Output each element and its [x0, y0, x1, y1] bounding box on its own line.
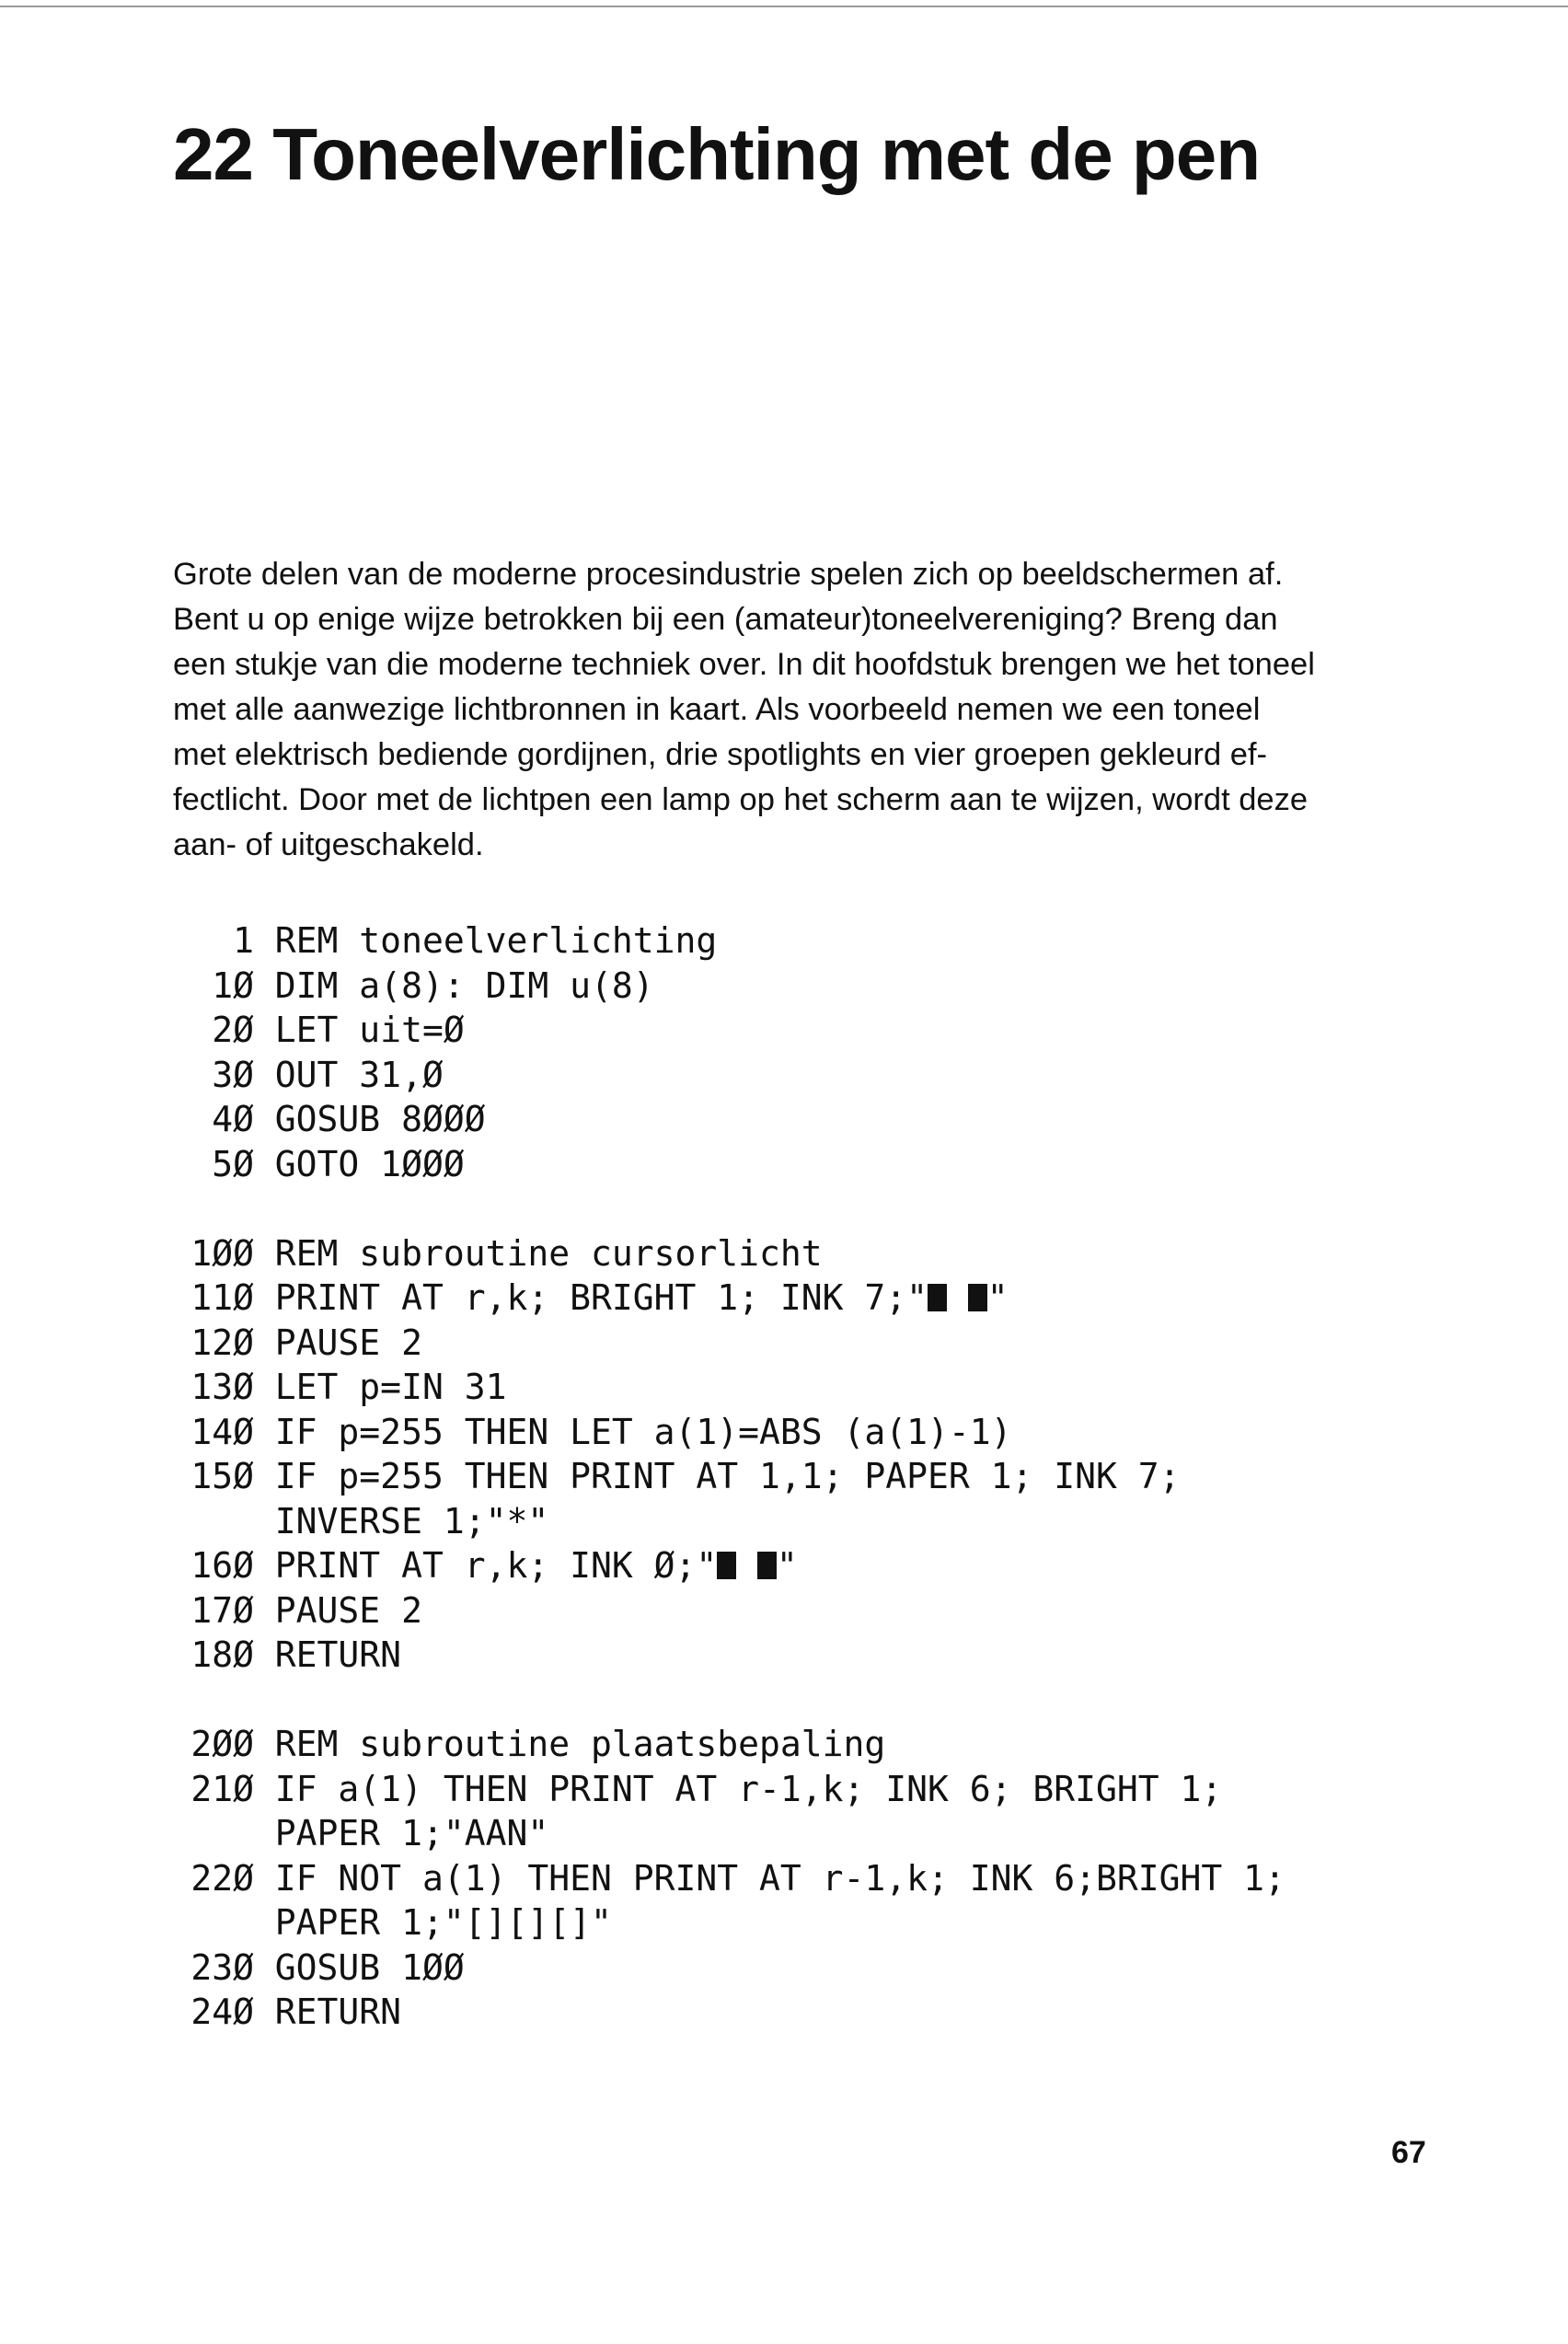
- intro-line: Bent u op enige wijze betrokken bij een (amateur)toneelvereniging? Breng dan: [173, 602, 1278, 637]
- code-continuation-line: [166, 1499, 1286, 1544]
- line-number: 2Ø: [212, 1010, 254, 1050]
- intro-line: fectlicht. Door met de lichtpen een lamp op het scherm aan te wijzen, wordt deze: [173, 782, 1309, 817]
- line-number: 12Ø: [190, 1322, 254, 1363]
- line-number: 1ØØ: [190, 1232, 254, 1274]
- line-number: 18Ø: [190, 1634, 254, 1675]
- code-text: IF a(1) THEN PRINT AT r-1,k; INK 6; BRIGHT 1;: [274, 1768, 1223, 1809]
- line-number: 16Ø: [190, 1545, 254, 1586]
- code-line: [166, 1142, 1286, 1187]
- line-number: 4Ø: [212, 1099, 254, 1139]
- code-text: GOTO 1ØØØ: [274, 1143, 465, 1184]
- code-line: [166, 1008, 1286, 1053]
- code-text: INVERSE 1;"*": [274, 1500, 549, 1541]
- code-text: LET uit=Ø: [274, 1010, 465, 1050]
- chapter-title: 22 Toneelverlichting met de pen: [173, 113, 1261, 195]
- code-text: RETURN: [274, 1634, 402, 1675]
- code-line: [166, 1321, 1286, 1366]
- line-number: 3Ø: [212, 1054, 254, 1095]
- code-line: [166, 1454, 1286, 1499]
- code-continuation-line: [166, 1811, 1286, 1856]
- intro-line: met alle aanwezige lichtbronnen in kaart. Als voorbeeld nemen we een toneel: [173, 692, 1261, 727]
- intro-paragraph: [173, 552, 1443, 868]
- code-line: [166, 1722, 1286, 1767]
- code-text: PAPER 1;"[][][]": [274, 1902, 612, 1943]
- code-line: [166, 1856, 1286, 1901]
- code-line: [166, 964, 1286, 1009]
- code-text: PAUSE 2: [274, 1322, 422, 1363]
- code-text: REM toneelverlichting: [274, 920, 718, 961]
- code-text: [275, 1543, 798, 1588]
- code-line: [166, 1410, 1286, 1455]
- code-line: [166, 1276, 1286, 1321]
- code-line: [166, 1633, 1286, 1678]
- page-number: 67: [1391, 2135, 1426, 2170]
- block-graphic-icon: [968, 1284, 987, 1311]
- code-line: [166, 918, 1286, 964]
- code-text: REM subroutine cursorlicht: [274, 1232, 823, 1274]
- line-number: 24Ø: [190, 1992, 254, 2032]
- code-line: [166, 1097, 1286, 1142]
- code-text: RETURN: [274, 1992, 402, 2032]
- code-text-end: ": [776, 1545, 798, 1586]
- code-line: [166, 1946, 1286, 1991]
- line-number: 11Ø: [190, 1277, 254, 1318]
- code-text: PAUSE 2: [274, 1589, 422, 1631]
- line-number: 21Ø: [190, 1768, 254, 1809]
- code-text-start: PRINT AT r,k; BRIGHT 1; INK 7;": [274, 1277, 928, 1318]
- line-number: 14Ø: [190, 1411, 254, 1452]
- code-line: [166, 1231, 1286, 1276]
- code-text: IF NOT a(1) THEN PRINT AT r-1,k; INK 6;BRIGHT 1;: [274, 1857, 1286, 1899]
- code-line: [166, 1990, 1286, 2035]
- code-text: LET p=IN 31: [274, 1367, 507, 1407]
- block-graphic-icon: [717, 1552, 736, 1579]
- code-text: GOSUB 8ØØØ: [274, 1099, 486, 1139]
- line-number: 23Ø: [190, 1946, 254, 1988]
- code-line: [166, 1365, 1286, 1410]
- intro-line: een stukje van die moderne techniek over. In dit hoofdstuk brengen we het toneel: [173, 647, 1315, 682]
- code-text: IF p=255 THEN LET a(1)=ABS (a(1)-1): [274, 1411, 1012, 1452]
- line-number: 22Ø: [190, 1857, 254, 1899]
- code-text-end: ": [986, 1277, 1009, 1318]
- intro-line: Grote delen van de moderne procesindustrie spelen zich op beeldschermen af.: [173, 557, 1284, 592]
- line-number: 15Ø: [190, 1456, 254, 1496]
- code-text: REM subroutine plaatsbepaling: [274, 1724, 886, 1764]
- line-number: 5Ø: [212, 1143, 254, 1184]
- code-line: [166, 1767, 1286, 1812]
- block-graphic-icon: [928, 1284, 947, 1311]
- line-number: 13Ø: [190, 1367, 254, 1407]
- line-number: 2ØØ: [190, 1724, 254, 1764]
- line-number: 1Ø: [212, 964, 254, 1006]
- line-number: 17Ø: [190, 1589, 254, 1631]
- code-text: PAPER 1;"AAN": [274, 1813, 549, 1853]
- line-number: 1: [233, 920, 254, 961]
- code-text: OUT 31,Ø: [274, 1054, 444, 1095]
- code-line: [166, 1588, 1286, 1634]
- code-text-start: PRINT AT r,k; INK Ø;": [274, 1545, 718, 1586]
- basic-program-listing: [166, 918, 1286, 2035]
- code-text: DIM a(8): DIM u(8): [274, 964, 654, 1006]
- code-text: IF p=255 THEN PRINT AT 1,1; PAPER 1; INK 7;: [274, 1456, 1181, 1496]
- code-continuation-line: [166, 1900, 1286, 1946]
- intro-line: aan- of uitgeschakeld.: [173, 827, 484, 862]
- code-text: GOSUB 1ØØ: [274, 1946, 465, 1988]
- code-line: [166, 1053, 1286, 1098]
- intro-line: met elektrisch bediende gordijnen, drie spotlights en vier groepen gekleurd ef-: [173, 737, 1268, 772]
- code-line: [166, 1543, 1286, 1588]
- top-rule: [0, 6, 1568, 7]
- block-graphic-icon: [757, 1552, 777, 1579]
- code-text: [275, 1276, 1009, 1321]
